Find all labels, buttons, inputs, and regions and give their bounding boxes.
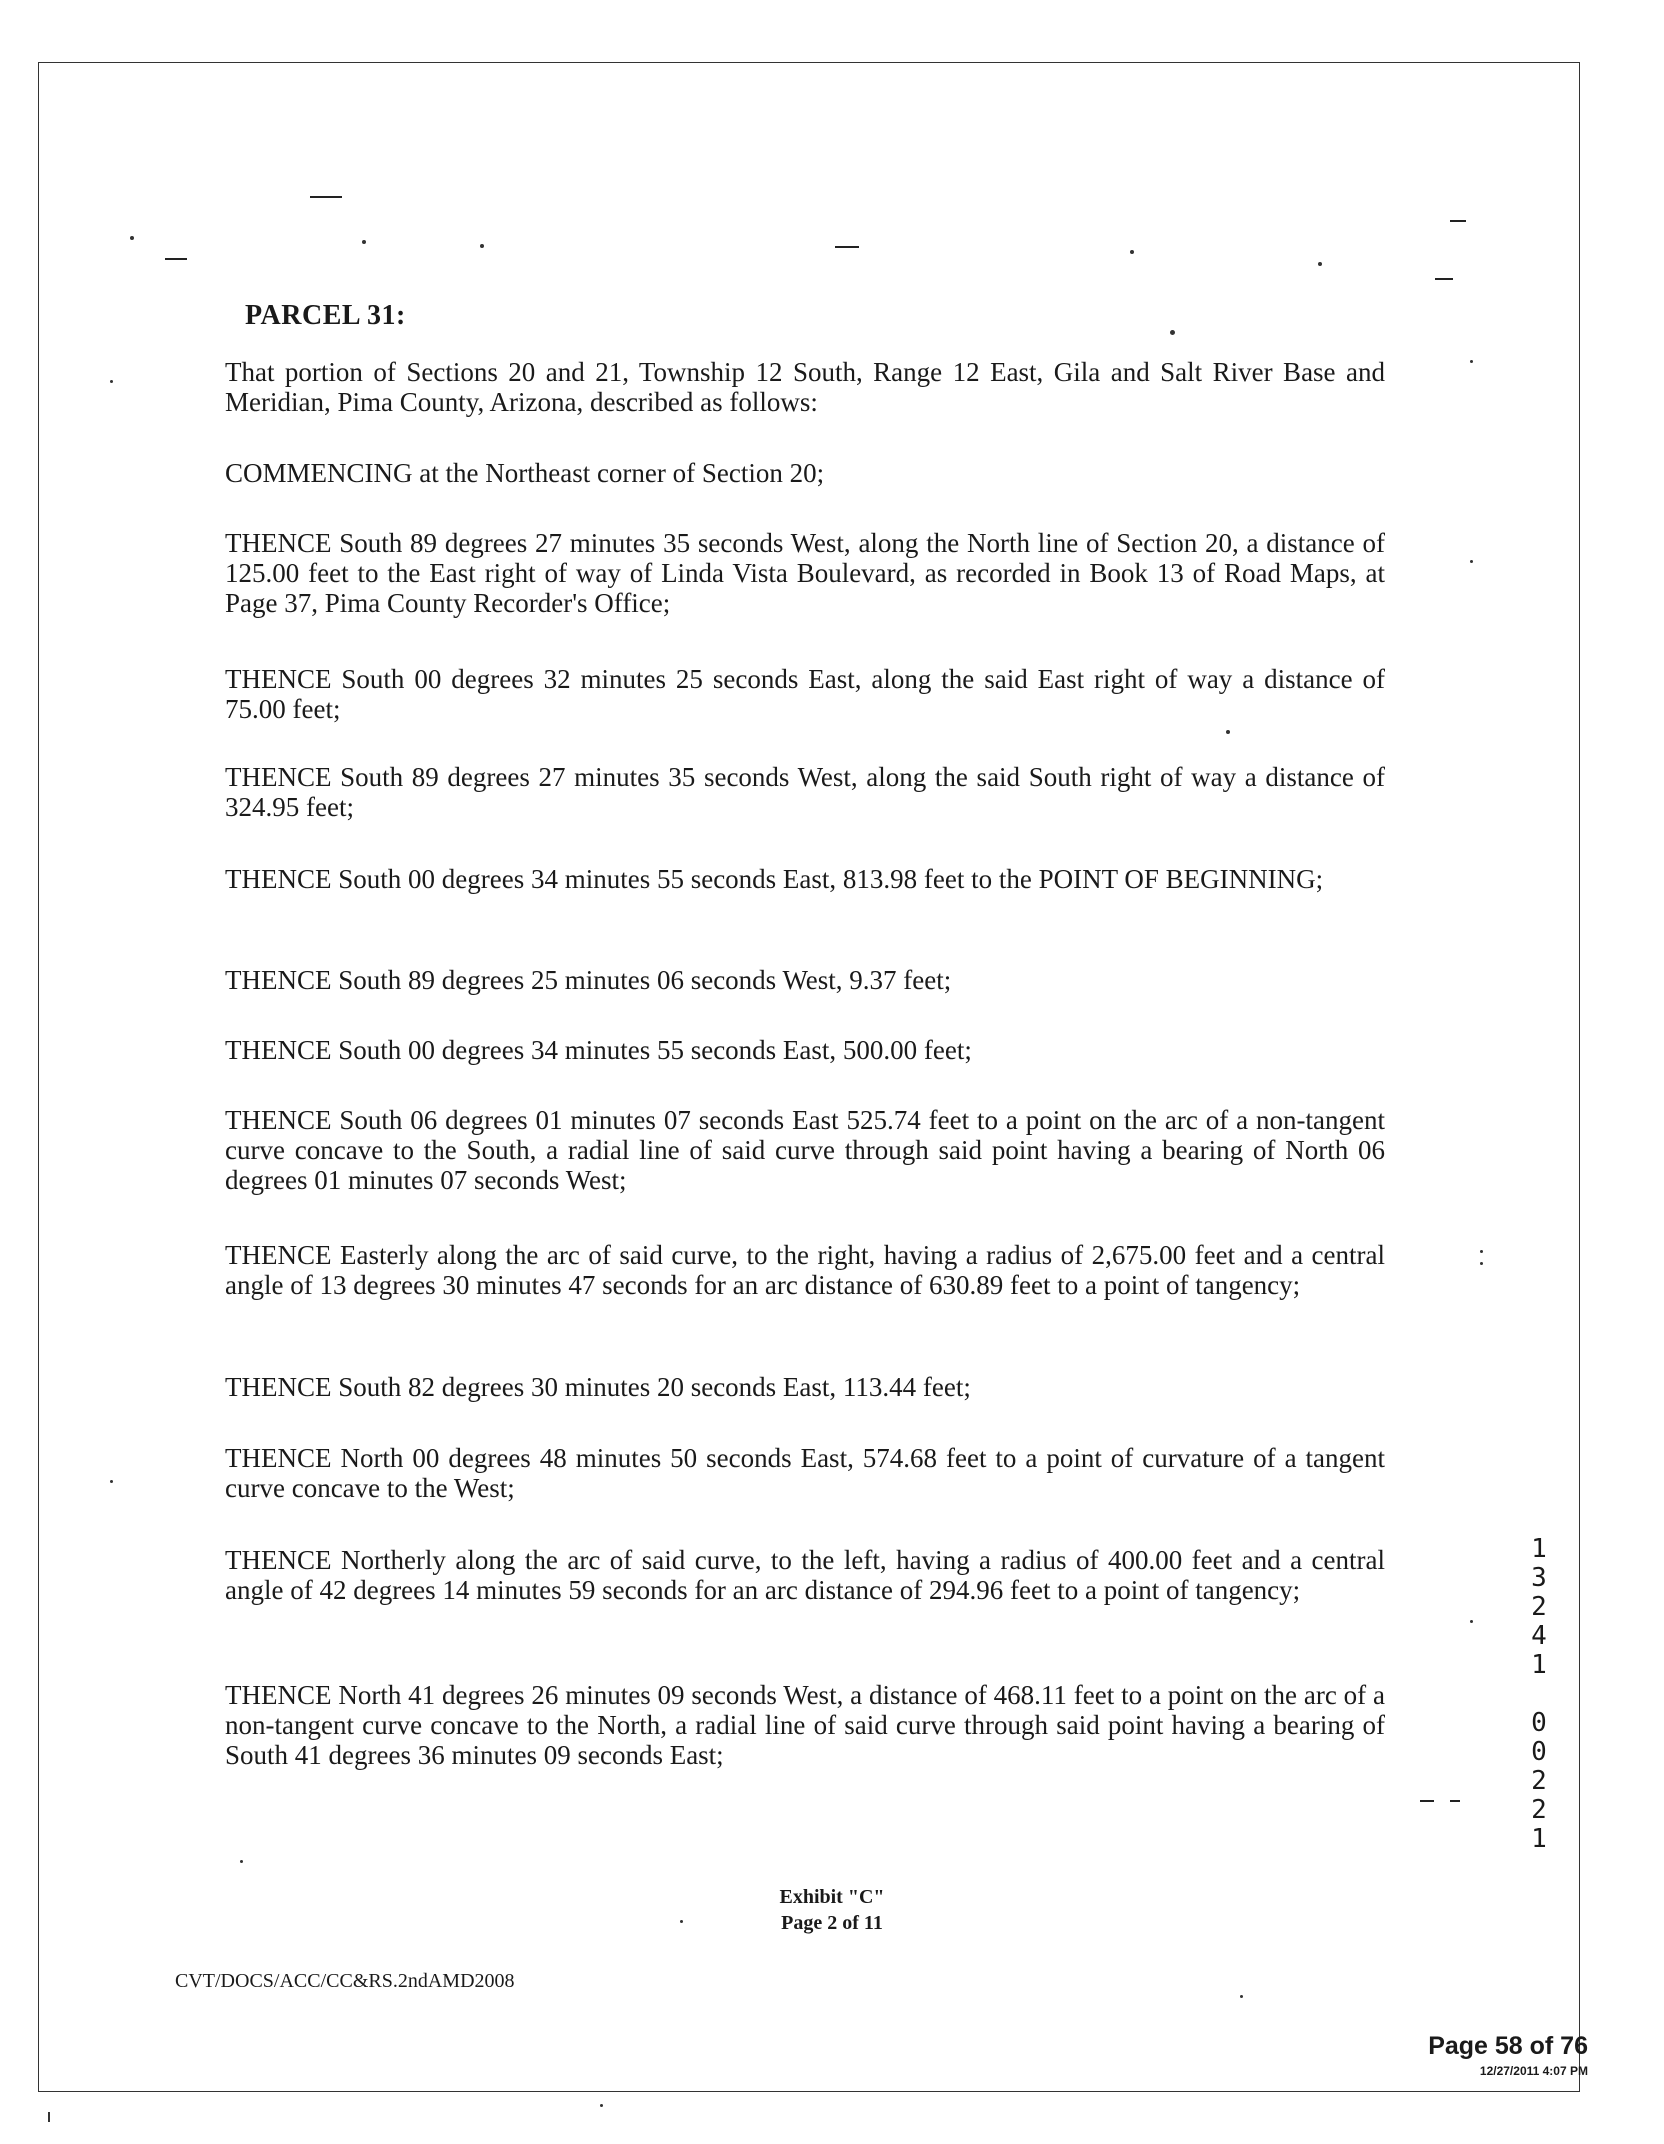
scan-speck <box>680 1920 683 1923</box>
paragraph-thence-7: THENCE South 06 degrees 01 minutes 07 seconds East 525.74 feet to a point on the arc of a non-tangent curve concave to the South, a radial line of said curve through said point having a bearing of North 06 degrees 01 minutes 07 seconds West; <box>225 1105 1385 1195</box>
exhibit-page-number: Page 2 of 11 <box>781 1912 883 1934</box>
paragraph-commencing: COMMENCING at the Northeast corner of Section 20; <box>225 458 825 488</box>
scan-speck <box>130 236 134 240</box>
parcel-title: PARCEL 31: <box>245 300 406 331</box>
paragraph-thence-8: THENCE Easterly along the arc of said curve, to the right, having a radius of 2,675.00 feet and a central angle of 13 degrees 30 minutes 47 seconds for an arc distance of 630.89 feet to a point of tangency; <box>225 1240 1385 1300</box>
scan-speck <box>1470 1620 1473 1623</box>
scan-speck <box>1480 1250 1483 1253</box>
scan-speck <box>1470 560 1473 563</box>
scan-speck <box>110 380 113 383</box>
paragraph-thence-2: THENCE South 00 degrees 32 minutes 25 seconds East, along the said East right of way a distance of 75.00 feet; <box>225 664 1385 724</box>
scan-mark <box>310 196 342 198</box>
scan-speck <box>240 1860 243 1863</box>
scan-speck <box>1130 250 1134 254</box>
scan-speck <box>1470 360 1473 363</box>
exhibit-label: Exhibit "C" <box>779 1886 885 1908</box>
scan-mark <box>1450 1800 1460 1802</box>
paragraph-thence-9: THENCE South 82 degrees 30 minutes 20 seconds East, 113.44 feet; <box>225 1372 971 1402</box>
paragraph-thence-4: THENCE South 00 degrees 34 minutes 55 seconds East, 813.98 feet to the POINT OF BEGINNING; <box>225 864 1324 894</box>
page-stamp: Page 58 of 76 <box>1428 2032 1588 2060</box>
scan-speck <box>1318 262 1322 266</box>
paragraph-thence-1: THENCE South 89 degrees 27 minutes 35 seconds West, along the North line of Section 20, a distance of 125.00 feet to the East right of way of Linda Vista Boulevard, as recorded in Book 13 of Road Maps, at Page 37, Pima County Recorder's Office; <box>225 528 1385 618</box>
stamp-date: 12/27/2011 4:07 PM <box>1479 2064 1588 2078</box>
scan-mark <box>1435 278 1453 280</box>
scan-speck <box>480 244 484 248</box>
exhibit-footer <box>0 1884 1664 1936</box>
scan-speck <box>1240 1995 1243 1998</box>
scan-mark <box>1450 220 1466 222</box>
scan-speck <box>600 2104 603 2107</box>
paragraph-thence-3: THENCE South 89 degrees 27 minutes 35 seconds West, along the said South right of way a distance of 324.95 feet; <box>225 762 1385 822</box>
paragraph-thence-6: THENCE South 00 degrees 34 minutes 55 seconds East, 500.00 feet; <box>225 1035 972 1065</box>
paragraph-thence-11: THENCE Northerly along the arc of said curve, to the left, having a radius of 400.00 feet and a central angle of 42 degrees 14 minutes 59 seconds for an arc distance of 294.96 feet to a point of tangency; <box>225 1545 1385 1605</box>
paragraph-thence-5: THENCE South 89 degrees 25 minutes 06 seconds West, 9.37 feet; <box>225 965 952 995</box>
paragraph-description: That portion of Sections 20 and 21, Township 12 South, Range 12 East, Gila and Salt River Base and Meridian, Pima County, Arizona, described as follows: <box>225 357 1385 417</box>
scan-speck <box>1170 330 1175 335</box>
scan-speck <box>48 2112 50 2122</box>
document-reference: CVT/DOCS/ACC/CC&RS.2ndAMD2008 <box>175 1970 515 1992</box>
scan-speck <box>1226 730 1230 734</box>
paragraph-thence-12: THENCE North 41 degrees 26 minutes 09 seconds West, a distance of 468.11 feet to a point on the arc of a non-tangent curve concave to the North, a radial line of said curve through said point having a bearing of South 41 degrees 36 minutes 09 seconds East; <box>225 1680 1385 1770</box>
scan-speck <box>110 1480 113 1483</box>
scan-speck <box>362 240 366 244</box>
scan-speck <box>1480 1262 1483 1265</box>
scan-mark <box>165 258 187 260</box>
scan-mark <box>835 246 859 248</box>
margin-recording-number: 1 3 2 4 1 0 0 2 2 1 <box>1531 1534 1547 1854</box>
paragraph-thence-10: THENCE North 00 degrees 48 minutes 50 seconds East, 574.68 feet to a point of curvature of a tangent curve concave to the West; <box>225 1443 1385 1503</box>
scan-mark <box>1420 1800 1434 1802</box>
